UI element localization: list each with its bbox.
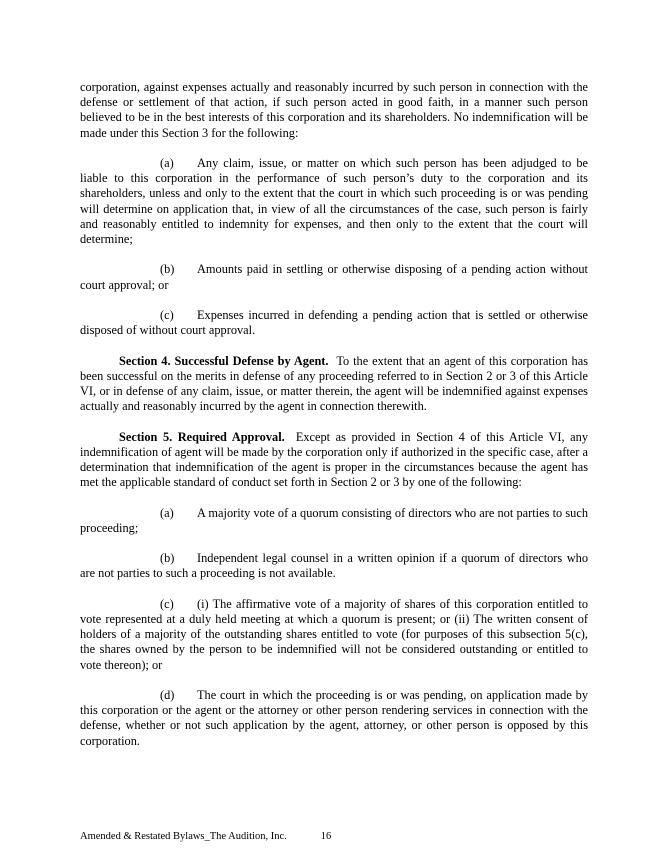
- paragraph-section3-item-a: [80, 156, 588, 247]
- paragraph-text: Amounts paid in settling or otherwise disposing of a pending action without court approval; or: [80, 262, 588, 292]
- paragraph-section3-continued: [80, 80, 588, 141]
- paragraph-section3-item-c: [80, 308, 588, 338]
- document-body: [80, 80, 588, 764]
- item-label: (b): [160, 551, 175, 566]
- paragraph-text: (i) The affirmative vote of a majority of shares of this corporation entitled to vote represented at a duly held meeting at which a quorum is present; or (ii) The written consent of holders of a majority of the outstanding shares entitled to vote (for purposes of this subsection 5(c), the shares owned by the person to be indemnified will not be considered outstanding or entitled to vote thereon); or: [80, 596, 588, 672]
- paragraph-text: Expenses incurred in defending a pending action that is settled or otherwise disposed of without court approval.: [80, 308, 588, 338]
- paragraph-section3-item-b: [80, 262, 588, 292]
- section-heading: Section 5. Required Approval.: [119, 429, 285, 444]
- paragraph-text: The court in which the proceeding is or was pending, on application made by this corporation or the agent or the attorney or other person rendering services in connection with the defense, whether or not such application by the agent, attorney, or other person is opposed by this corporation.: [80, 687, 588, 748]
- footer-title: Amended & Restated Bylaws_The Audition, Inc.: [80, 831, 287, 842]
- item-label: (d): [160, 687, 175, 702]
- item-label: (a): [160, 156, 174, 170]
- paragraph-section5-item-b: [80, 551, 588, 581]
- paragraph-text: Any claim, issue, or matter on which such person has been adjudged to be liable to this corporation in the performance of such person’s duty to the corporation and its shareholders, unless and only to the extent that the court in which such proceeding is or was pending will determine on application that, in view of all the circumstances of the case, such person is fairly and reasonably entitled to indemnity for expenses, and then only to the extent that the court will determine;: [80, 156, 588, 247]
- page-number: 16: [320, 831, 332, 842]
- paragraph-section5-item-c: [80, 597, 588, 673]
- paragraph-text: Independent legal counsel in a written opinion if a quorum of directors who are not parties to such a proceeding is not available.: [80, 551, 588, 581]
- page-footer: [80, 831, 331, 842]
- item-label: (c): [160, 596, 174, 611]
- section-heading: Section 4. Successful Defense by Agent.: [119, 353, 329, 368]
- paragraph-text: Except as provided in Section 4 of this Article VI, any indemnification of agent will be made by the corporation only if authorized in the specific case, after a determination that indemnification of the agent is proper in the circumstances because the agent has met the applicable standard of conduct set forth in Section 2 or 3 by one of the following:: [80, 429, 588, 490]
- paragraph-section4: [80, 354, 588, 415]
- paragraph-section5-item-a: [80, 506, 588, 536]
- paragraph-text: A majority vote of a quorum consisting of directors who are not parties to such proceeding;: [80, 505, 588, 535]
- paragraph-text: corporation, against expenses actually and reasonably incurred by such person in connection with the defense or settlement of that action, if such person acted in good faith, in a manner such person believed to be in the best interests of this corporation and its shareholders. No indemnification will be made under this Section 3 for the following:: [80, 80, 588, 140]
- paragraph-section5-item-d: [80, 688, 588, 749]
- paragraph-section5: [80, 430, 588, 491]
- item-label: (b): [160, 262, 175, 277]
- item-label: (c): [160, 308, 174, 322]
- paragraph-text: To the extent that an agent of this corporation has been successful on the merits in defense of any proceeding referred to in Section 2 or 3 of this Article VI, or in defense of any claim, issue, or matter therein, the agent will be indemnified against expenses actually and reasonably incurred by the agent in connection therewith.: [80, 353, 588, 414]
- item-label: (a): [160, 505, 174, 520]
